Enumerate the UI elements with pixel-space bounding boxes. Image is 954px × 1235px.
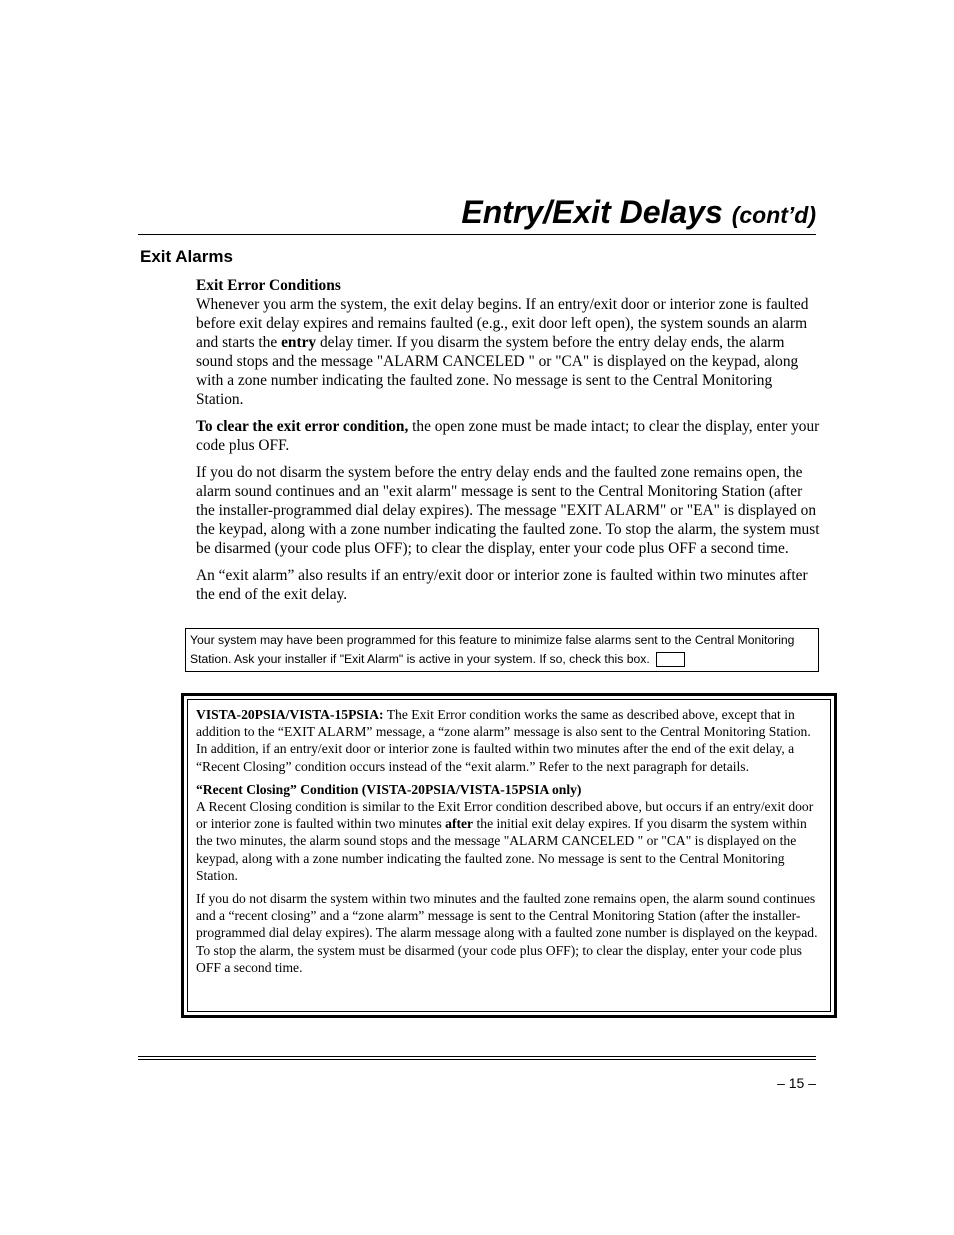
vista-paragraph-1: VISTA-20PSIA/VISTA-15PSIA: The Exit Error condition works the same as described above, except that in addition to the “EXIT ALARM” message, a “zone alarm” message is also sent to the Central Monitoring Station. In addition, if an entry/exit door or interior zone is faulted within two minutes after the end of the exit delay, a “Recent Closing” condition occurs instead of the “exit alarm.” Refer to the next paragraph for details. xyxy=(196,707,811,774)
exit-error-heading: Exit Error Conditions xyxy=(196,277,341,294)
page-title xyxy=(138,192,816,235)
exit-error-paragraph-4: An “exit alarm” also results if an entry/exit door or interior zone is faulted within two minutes after the end of the exit delay. xyxy=(196,567,808,603)
vista-info-box-inner xyxy=(187,699,831,1012)
installer-note-text: Your system may have been programmed for this feature to minimize false alarms sent to the Central Monitoring Station. Ask your installer if "Exit Alarm" is active in your system. If so, check this box. xyxy=(190,633,795,666)
page-number: – 15 – xyxy=(777,1075,816,1091)
vista-paragraph-3: If you do not disarm the system within two minutes and the faulted zone remains open, the alarm sound continues and a “recent closing” and a “zone alarm” message is sent to the Central Monitoring Station (after the installer-programmed dial delay expires). The alarm message along with a faulted zone number is displayed on the keypad. To stop the alarm, the system must be disarmed (your code plus OFF); to clear the display, enter your code plus OFF a second time. xyxy=(196,891,818,975)
header-rule xyxy=(138,234,816,235)
installer-note xyxy=(185,628,819,672)
footer-rule xyxy=(138,1056,816,1060)
title-main: Entry/Exit Delays xyxy=(461,194,723,230)
vista-info-box xyxy=(181,693,837,1018)
exit-error-paragraph-3: If you do not disarm the system before the entry delay ends and the faulted zone remains open, the alarm sound continues and an "exit alarm" message is sent to the Central Monitoring Station (after the installer-programmed dial delay expires). The message "EXIT ALARM" or "EA" is displayed on the keypad, along with a zone number indicating the faulted zone. To stop the alarm, the system must be disarmed (your code plus OFF); to clear the display, enter your code plus OFF a second time. xyxy=(196,464,820,557)
exit-error-paragraph-2: To clear the exit error condition, the open zone must be made intact; to clear the display, enter your code plus OFF. xyxy=(196,418,820,454)
exit-error-body xyxy=(196,276,820,612)
vista-heading-recent-closing: “Recent Closing” Condition (VISTA-20PSIA/VISTA-15PSIA only) xyxy=(196,781,582,797)
exit-error-paragraph-1: Whenever you arm the system, the exit delay begins. If an entry/exit door or interior zone is faulted before exit delay expires and remains faulted (e.g., exit door left open), the system sounds an alarm and starts the entry delay timer. If you disarm the system before the entry delay ends, the alarm sound stops and the message "ALARM CANCELED " or "CA" is displayed on the keypad, along with a zone number indicating the faulted zone. No message is sent to the Central Monitoring Station. xyxy=(196,296,809,408)
exit-alarm-checkbox[interactable] xyxy=(656,652,685,667)
vista-paragraph-2: A Recent Closing condition is similar to the Exit Error condition described above, but occurs if an entry/exit door or interior zone is faulted within two minutes after the initial exit delay expires. If you disarm the system within the two minutes, the alarm sound stops and the message "ALARM CANCELED " or "CA" is displayed on the keypad, along with a zone number indicating the faulted zone. No message is sent to the Central Monitoring Station. xyxy=(196,799,814,883)
title-suffix: (cont’d) xyxy=(731,202,816,228)
section-heading: Exit Alarms xyxy=(140,247,233,266)
